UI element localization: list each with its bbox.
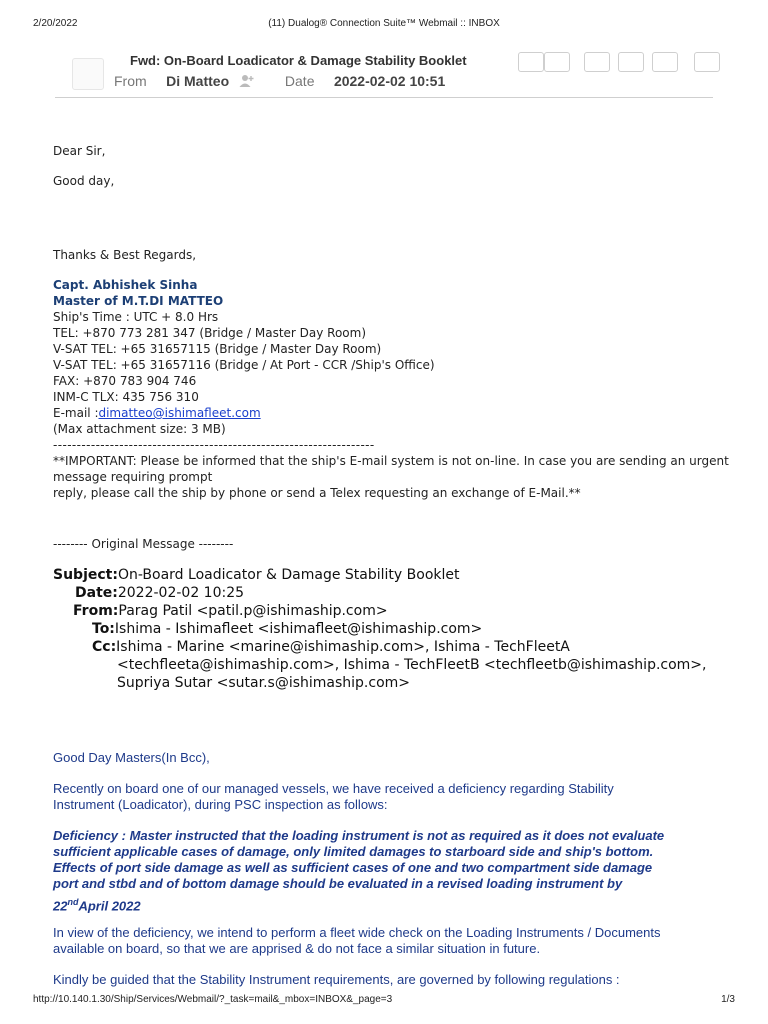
message-subject: Fwd: On-Board Loadicator & Damage Stability Booklet bbox=[130, 53, 467, 68]
print-footer bbox=[33, 994, 735, 1008]
orig-to-label: To: bbox=[92, 621, 115, 637]
deadline-month: April 2022 bbox=[78, 898, 141, 914]
toolbar-button-3[interactable] bbox=[584, 52, 610, 72]
forwarded-greeting: Good Day Masters(In Bcc), bbox=[53, 750, 210, 765]
avatar bbox=[72, 58, 104, 90]
forwarded-para1 bbox=[53, 781, 614, 813]
signature-line: INM-C TLX: 435 756 310 bbox=[53, 390, 199, 404]
para2-line: In view of the deficiency, we intend to perform a fleet wide check on the Loading Instruments / Documents bbox=[53, 925, 661, 940]
orig-cc-label: Cc: bbox=[92, 639, 117, 655]
para2-line: available on board, so that we are apprised & do not face a similar situation in future. bbox=[53, 941, 541, 956]
from-label: From bbox=[114, 73, 147, 89]
header-divider bbox=[55, 97, 713, 98]
signature-email-link[interactable]: dimatteo@ishimafleet.com bbox=[98, 406, 261, 420]
orig-from-value: Parag Patil <patil.p@ishimaship.com> bbox=[118, 603, 388, 619]
greeting: Dear Sir, bbox=[53, 144, 106, 158]
deficiency-line: Deficiency : Master instructed that the loading instrument is not as required as it does not evaluate bbox=[53, 828, 665, 843]
print-page-number: 1/3 bbox=[721, 994, 735, 1005]
signature-divider: -------------------------------------------------------------------- bbox=[53, 438, 375, 452]
print-header bbox=[33, 18, 735, 32]
deficiency-line: Effects of port side damage as well as sufficient cases of one and two compartment side damage bbox=[53, 860, 653, 875]
deficiency-deadline bbox=[53, 894, 664, 914]
regards: Thanks & Best Regards, bbox=[53, 248, 197, 262]
signature-line: FAX: +870 783 904 746 bbox=[53, 374, 197, 388]
signature-line: V-SAT TEL: +65 31657116 (Bridge / At Port - CCR /Ship's Office) bbox=[53, 358, 435, 372]
toolbar-button-4[interactable] bbox=[618, 52, 644, 72]
message-header bbox=[72, 50, 722, 90]
forwarded-para2 bbox=[53, 925, 660, 957]
deficiency-line: port and stbd and of bottom damage should be evaluated in a revised loading instrument by bbox=[53, 876, 623, 891]
signature-line: Ship's Time : UTC + 8.0 Hrs bbox=[53, 310, 219, 324]
deadline-day: 22 bbox=[53, 898, 68, 914]
toolbar-button-1[interactable] bbox=[518, 52, 544, 72]
date-label: Date bbox=[284, 73, 315, 89]
orig-cc bbox=[53, 638, 707, 656]
forwarded-para3: Kindly be guided that the Stability Instrument requirements, are governed by following regulations : bbox=[53, 972, 620, 987]
para1-line: Instrument (Loadicator), during PSC inspection as follows: bbox=[53, 797, 388, 812]
print-date: 2/20/2022 bbox=[33, 18, 78, 29]
max-attachment: (Max attachment size: 3 MB) bbox=[53, 422, 226, 436]
orig-date-value: 2022-02-02 10:25 bbox=[117, 585, 245, 601]
orig-cc-cont-1: <techfleeta@ishimaship.com>, Ishima - TechFleetB <techfleetb@ishimaship.com>, bbox=[117, 657, 707, 673]
signature-line: TEL: +870 773 281 347 (Bridge / Master Day Room) bbox=[53, 326, 367, 340]
toolbar-button-2[interactable] bbox=[544, 52, 570, 72]
print-title: (11) Dualog® Connection Suite™ Webmail :: INBOX bbox=[268, 18, 500, 29]
important-notice-1: **IMPORTANT: Please be informed that the ship's E-mail system is not on-line. In case you are sending an urgent bbox=[53, 454, 729, 468]
toolbar-button-6[interactable] bbox=[694, 52, 720, 72]
orig-date-label: Date: bbox=[75, 585, 118, 601]
signature-email-line bbox=[53, 405, 729, 421]
orig-to-value: Ishima - Ishimafleet <ishimafleet@ishimaship.com> bbox=[114, 621, 483, 637]
date-value: 2022-02-02 10:51 bbox=[333, 73, 446, 89]
orig-from-label: From: bbox=[73, 603, 119, 619]
orig-cc-cont-2: Supriya Sutar <sutar.s@ishimaship.com> bbox=[117, 675, 411, 691]
orig-subject-value: On-Board Loadicator & Damage Stability Booklet bbox=[117, 567, 460, 583]
orig-subject bbox=[53, 566, 707, 584]
from-value[interactable]: Di Matteo bbox=[166, 73, 230, 89]
signature-line: V-SAT TEL: +65 31657115 (Bridge / Master Day Room) bbox=[53, 342, 382, 356]
important-notice-3: reply, please call the ship by phone or send a Telex requesting an exchange of E-Mail.** bbox=[53, 486, 581, 500]
add-contact-icon[interactable] bbox=[239, 74, 255, 91]
signature-role: Master of M.T.DI MATTEO bbox=[53, 294, 224, 308]
para1-line: Recently on board one of our managed vessels, we have received a deficiency regarding Stability bbox=[53, 781, 614, 796]
deficiency-line: sufficient applicable cases of damage, only limited damages to starboard side and ship's bottom. bbox=[53, 844, 654, 859]
message-meta bbox=[114, 73, 445, 91]
orig-subject-label: Subject: bbox=[53, 567, 118, 583]
orig-from bbox=[53, 602, 707, 620]
deadline-suffix: nd bbox=[67, 897, 79, 907]
orig-cc-value-1: Ishima - Marine <marine@ishimaship.com>, Ishima - TechFleetA bbox=[116, 639, 570, 655]
orig-to bbox=[53, 620, 707, 638]
original-headers bbox=[53, 566, 707, 692]
orig-date bbox=[53, 584, 707, 602]
important-notice-2: message requiring prompt bbox=[53, 470, 213, 484]
email-prefix: E-mail : bbox=[53, 406, 99, 420]
signature-name: Capt. Abhishek Sinha bbox=[53, 278, 198, 292]
deficiency-block bbox=[53, 828, 664, 914]
print-url: http://10.140.1.30/Ship/Services/Webmail/?_task=mail&_mbox=INBOX&_page=3 bbox=[33, 994, 393, 1005]
original-message-marker: -------- Original Message -------- bbox=[53, 537, 234, 551]
good-day: Good day, bbox=[53, 174, 115, 188]
toolbar-button-5[interactable] bbox=[652, 52, 678, 72]
signature bbox=[53, 277, 729, 501]
